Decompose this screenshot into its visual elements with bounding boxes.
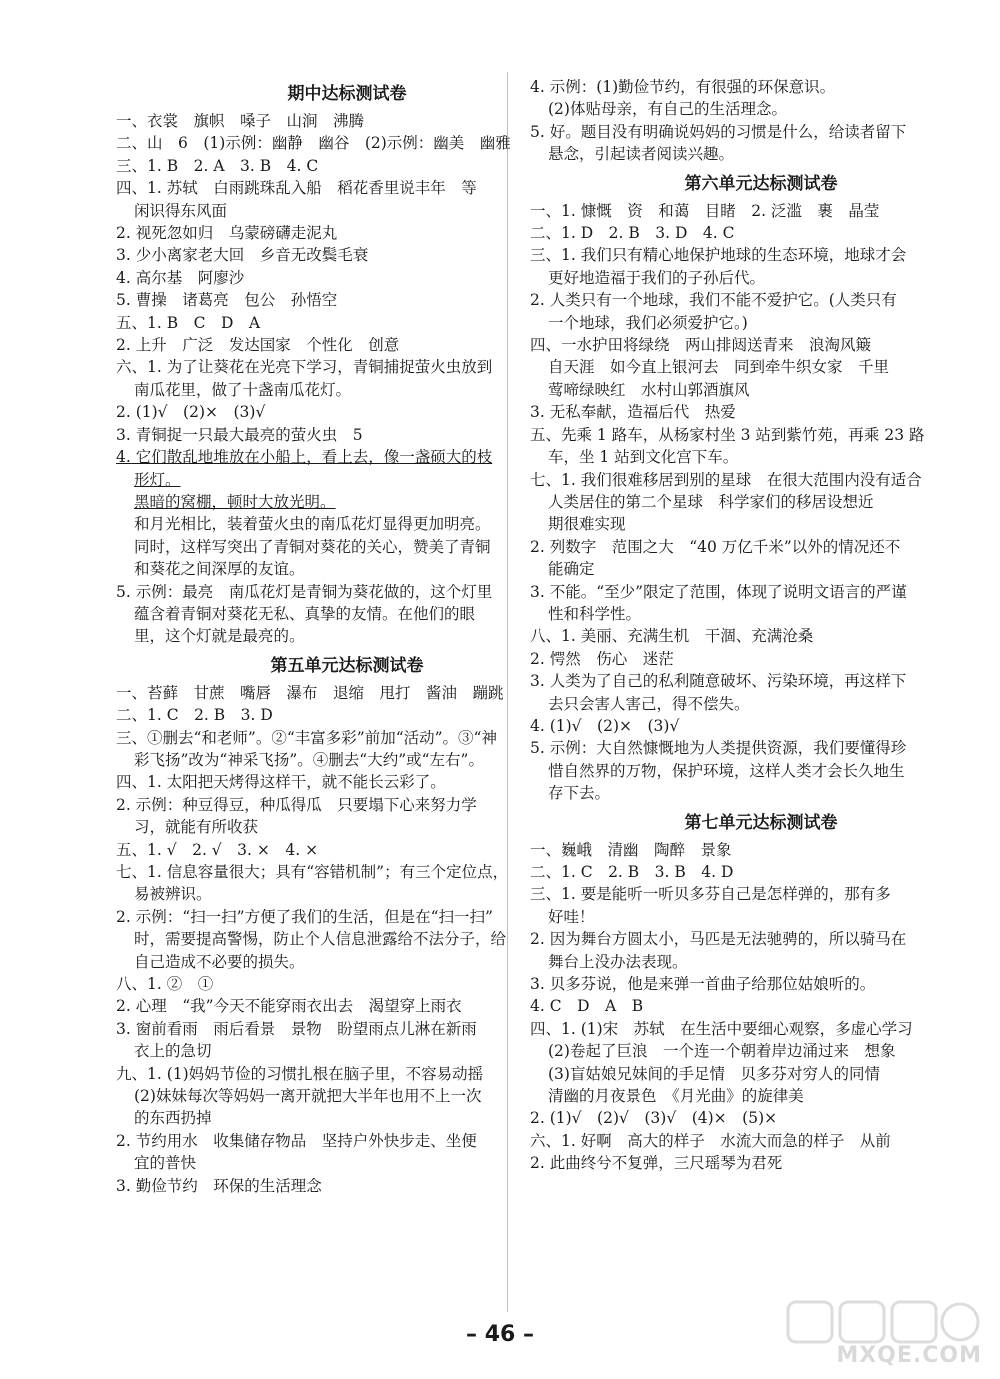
answer-line: 4. 示例：(1)勤俭节约，有很强的环保意识。: [530, 78, 836, 96]
answer-line: 3. 窗前看雨 雨后看景 景物 盼望雨点儿淋在新雨: [116, 1019, 477, 1038]
answer-line: 四、1. 太阳把天烤得这样干，就不能长云彩了。: [116, 773, 446, 792]
answer-line: 形灯。: [134, 470, 181, 489]
answer-line: 莺啼绿映红 水村山郭酒旗风: [548, 380, 750, 399]
answer-line: 南瓜花里，做了十盏南瓜花灯。: [134, 380, 352, 399]
answer-line: 二、山 6 (1)示例：幽静 幽谷 (2)示例：幽美 幽雅: [116, 134, 511, 153]
answer-line: (3)盲姑娘兄妹间的手足情 贝多芬对穷人的同情: [548, 1064, 880, 1083]
answer-line: 二、1. C 2. B 3. B 4. D: [530, 863, 734, 881]
answer-line: 5. 好。题目没有明确说妈妈的习惯是什么，给读者留下: [530, 122, 907, 141]
answer-line: 4. 它们散乱地堆放在小船上，看上去，像一盏硕大的枝: [116, 448, 493, 467]
answer-line: 闲识得东风面: [134, 201, 228, 220]
answer-line: 五、先乘 1 路车，从杨家村坐 3 站到紫竹苑，再乘 23 路: [530, 425, 925, 444]
answer-line: 八、1. 美丽、充满生机 干涸、充满沧桑: [530, 627, 814, 646]
answer-line: 和月光相比，装着萤火虫的南瓜花灯显得更加明亮。: [134, 515, 491, 534]
answer-line: 的东西扔掉: [134, 1109, 212, 1128]
answer-line: 2. 愕然 伤心 迷茫: [530, 649, 674, 668]
section-title: 第六单元达标测试卷: [684, 173, 838, 194]
answer-line: 好哇！: [548, 907, 595, 926]
answer-line: 一、巍峨 清幽 陶醉 景象: [530, 840, 732, 859]
answer-line: 4. (1)√ (2)× (3)√: [530, 716, 680, 735]
answer-line: 去只会害人害己，得不偿失。: [548, 694, 750, 713]
answer-line: 易被辨识。: [134, 885, 212, 904]
answer-line: 七、1. 我们很难移居到别的星球 在很大范围内没有适合: [530, 470, 922, 489]
answer-line: (2)卷起了巨浪 一个连一个朝着岸边涌过来 想象: [548, 1042, 896, 1061]
answer-line: (2)体贴母亲，有自己的生活理念。: [548, 100, 787, 119]
answer-line: 自天涯 如今直上银河去 同到牵牛织女家 千里: [548, 358, 890, 377]
answer-line: 四、一水护田将绿绕 两山排闼送青来 浪淘风簸: [530, 336, 872, 355]
answer-line: 时，需要提高警惕，防止个人信息泄露给不法分子，给: [134, 930, 507, 949]
answer-line: 2. 因为舞台方圆太小，马匹是无法驰骋的，所以骑马在: [530, 930, 907, 949]
answer-line: 2. 此曲终兮不复弹，三尺瑶琴为君死: [530, 1154, 783, 1173]
answer-line: 5. 示例：最亮 南瓜花灯是青铜为葵花做的，这个灯里: [116, 582, 493, 601]
answer-line: 4. C D A B: [530, 997, 644, 1016]
answer-line: 一、苔藓 甘蔗 嘴唇 瀑布 退缩 甩打 酱油 蹦跳: [116, 683, 504, 702]
answer-line: (2)妹妹每次等妈妈一离开就把大半年也用不上一次: [134, 1087, 482, 1106]
left-column: [116, 76, 578, 1197]
answer-line: 和葵花之间深厚的友谊。: [134, 560, 305, 579]
answer-line: 更好地造福于我们的子孙后代。: [548, 268, 766, 287]
answer-line: 清幽的月夜景色 《月光曲》的旋律美: [548, 1087, 804, 1106]
answer-line: 自己造成不必要的损失。: [134, 952, 305, 971]
answer-line: 人类居住的第二个星球 科学家们的移居设想近: [548, 492, 874, 511]
answer-line: 里，这个灯就是最亮的。: [134, 627, 305, 646]
answer-line: 2. 示例：种豆得豆，种瓜得瓜 只要塌下心来努力学: [116, 795, 477, 814]
section-title: 第七单元达标测试卷: [684, 812, 838, 833]
watermark-logo: [782, 1298, 982, 1374]
answer-line: 黑暗的窝棚，顿时大放光明。: [134, 492, 336, 511]
answer-line: 惜自然界的万物，保护环境，这样人类才会长久地生: [548, 761, 905, 780]
answer-line: 三、1. 要是能听一听贝多芬自己是怎样弹的，那有多: [530, 885, 891, 904]
answer-line: 3. 不能。“至少”限定了范围，体现了说明文语言的严谨: [530, 582, 907, 601]
answer-line: 彩飞扬”改为“神采飞扬”。④删去“大约”或“左右”。: [134, 750, 484, 769]
answer-line: 舞台上没办法表现。: [548, 952, 688, 971]
answer-line: 能确定: [548, 560, 595, 579]
answer-line: 三、①删去“和老师”。②“丰富多彩”前加“活动”。③“神: [116, 728, 497, 747]
answer-line: 3. 少小离家老大回 乡音无改鬓毛衰: [116, 246, 369, 265]
answer-line: 2. 示例：“扫一扫”方便了我们的生活，但是在“扫一扫”: [116, 907, 493, 926]
answer-line: 2. (1)√ (2)√ (3)√ (4)× (5)×: [530, 1109, 778, 1128]
answer-line: 2. 列数字 范围之大 “40 万亿千米”以外的情况还不: [530, 537, 901, 556]
watermark-stamp-icon: [782, 1298, 982, 1348]
answer-line: 车，坐 1 站到文化宫下车。: [548, 448, 739, 467]
section-title: 第五单元达标测试卷: [270, 655, 424, 676]
answer-line: 2. (1)√ (2)× (3)√: [116, 403, 266, 422]
answer-line: 2. 上升 广泛 发达国家 个性化 创意: [116, 336, 400, 355]
answer-line: 四、1. (1)宋 苏轼 在生活中要细心观察，多虚心学习: [530, 1019, 913, 1038]
answer-line: 2. 心理 “我”今天不能穿雨衣出去 渴望穿上雨衣: [116, 997, 462, 1016]
answer-line: 3. 勤俭节约 环保的生活理念: [116, 1176, 322, 1195]
answer-line: 八、1. ② ①: [116, 975, 214, 994]
answer-line: 九、1. (1)妈妈节俭的习惯扎根在脑子里，不容易动摇: [116, 1064, 484, 1083]
page-number: – 46 –: [466, 1322, 534, 1347]
answer-line: 七、1. 信息容量很大；具有“容错机制”；有三个定位点，: [116, 863, 509, 881]
answer-line: 2. 视死忽如归 乌蒙磅礴走泥丸: [116, 224, 338, 243]
section-title: 期中达标测试卷: [287, 84, 407, 104]
answer-line: 4. 高尔基 阿廖沙: [116, 268, 245, 287]
answer-line: 5. 曹操 诸葛亮 包公 孙悟空: [116, 291, 338, 310]
answer-line: 宜的普快: [134, 1154, 197, 1173]
answer-line: 三、1. 我们只有精心地保护地球的生态环境，地球才会: [530, 246, 907, 265]
answer-line: 蕴含着青铜对葵花无私、真挚的友情。在他们的眼: [134, 604, 476, 623]
answer-line: 一、衣裳 旗帜 嗓子 山涧 沸腾: [116, 112, 365, 130]
answer-line: 性和科学性。: [548, 604, 642, 623]
answer-line: 期很难实现: [548, 515, 626, 534]
answer-line: 二、1. D 2. B 3. D 4. C: [530, 224, 735, 243]
answer-line: 2. 节约用水 收集储存物品 坚持户外快步走、坐便: [116, 1131, 477, 1150]
answer-line: 五、1. B C D A: [116, 313, 261, 332]
answer-line: 四、1. 苏轼 白雨跳珠乱入船 稻花香里说丰年 等: [116, 179, 477, 198]
answer-line: 同时，这样写突出了青铜对葵花的关心，赞美了青铜: [134, 537, 491, 556]
answer-line: 六、1. 为了让葵花在光亮下学习，青铜捕捉萤火虫放到: [116, 358, 493, 377]
answer-line: 习，就能有所收获: [134, 818, 259, 837]
answer-line: 2. 人类只有一个地球，我们不能不爱护它。(人类只有: [530, 291, 897, 310]
answer-line: 5. 示例：大自然慷慨地为人类提供资源，我们要懂得珍: [530, 739, 907, 758]
answer-line: 3. 人类为了自己的私利随意破坏、污染环境，再这样下: [530, 672, 907, 691]
answer-line: 一、1. 慷慨 资 和蔼 目睹 2. 泛滥 裹 晶莹: [530, 201, 880, 220]
answer-line: 存下去。: [548, 784, 611, 803]
answer-line: 衣上的急切: [134, 1042, 212, 1061]
answer-line: 二、1. C 2. B 3. D: [116, 706, 273, 725]
answer-line: 悬念，引起读者阅读兴趣。: [548, 145, 735, 164]
answer-line: 五、1. √ 2. √ 3. × 4. ×: [116, 840, 319, 859]
watermark-text: MXQE.COM: [836, 1343, 982, 1368]
answer-line: 3. 青铜捉一只最大最亮的萤火虫 5: [116, 425, 363, 444]
answer-line: 一个地球，我们必须爱护它。): [548, 313, 748, 332]
answer-line: 三、1. B 2. A 3. B 4. C: [116, 156, 319, 175]
answer-line: 3. 无私奉献，造福后代 热爱: [530, 403, 736, 422]
answer-line: 六、1. 好啊 高大的样子 水流大而急的样子 从前: [530, 1131, 891, 1150]
right-column: [530, 76, 992, 1175]
answer-line: 3. 贝多芬说，他是来弹一首曲子给那位姑娘听的。: [530, 975, 876, 994]
